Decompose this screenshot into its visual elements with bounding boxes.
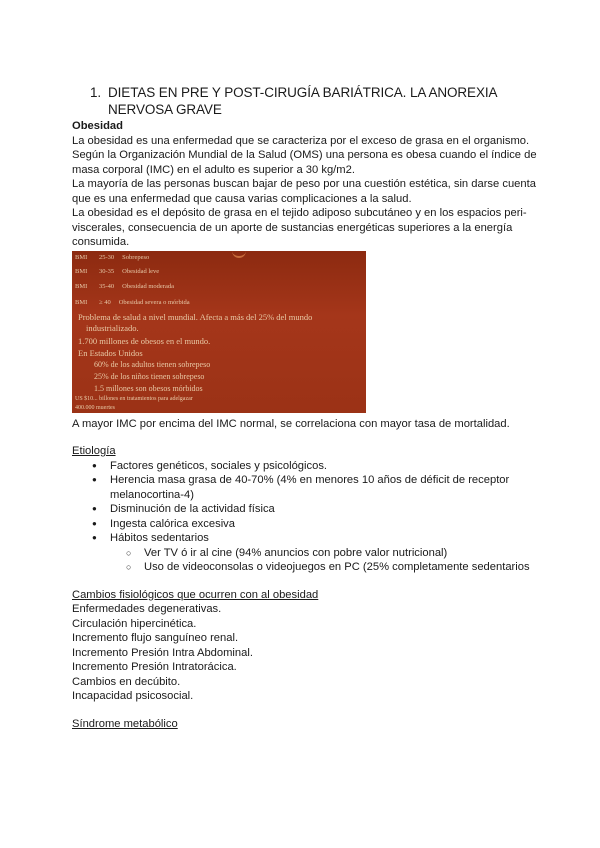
list-item: ● Ingesta calórica excesiva [110,517,542,532]
cambios-item: Cambios en decúbito. [72,675,181,688]
cambios-heading: Cambios fisiológicos que ocurren con al obesidad [72,588,319,601]
title-number: 1. [90,85,102,100]
cambios-item: Enfermedades degenerativas. [72,603,222,615]
slide-footnote: 400.000 muertes [75,404,115,411]
slide-bmi-row: BMI ≥ 40 Obesidad severa o mórbida [75,298,190,306]
imc-mortality-text: A mayor IMC por encima del IMC normal, se correlaciona con mayor tasa de mortalidad. [72,417,510,430]
cambios-item: Incremento flujo sanguíneo renal. [72,632,239,644]
slide-subbullet: 25% de los niños tienen sobrepeso [94,371,205,381]
slide-bmi-row: BMI 30-35 Obesidad leve [75,267,160,275]
slide-footnote: US $10... billones en tratamientos para adelgazar [75,395,193,402]
cambios-item: Incremento Presión Intra Abdominal. [72,646,253,659]
slide-decoration [232,251,246,258]
etiologia-list [72,459,542,575]
cambios-item: Incremento Presión Intratorácica. [72,661,237,673]
slide-subbullet: 60% de los adultos tienen sobrepeso [94,359,211,369]
bmi-slide-image [72,251,366,413]
slide-bullet: Problema de salud a nivel mundial. Afecta a más del 25% del mundo [78,311,313,322]
etiologia-heading: Etiología [72,445,116,457]
slide-bullet: 1.700 millones de obesos en el mundo. [78,335,211,346]
sublist-item: ○ Uso de videoconsolas o videojuegos en PC (25% completamente sedentarios [144,560,542,575]
list-item: ● Disminución de la actividad física [110,502,542,517]
sindrome-heading: Síndrome metabólico [72,717,178,730]
title-text: DIETAS EN PRE Y POST-CIRUGÍA BARIÁTRICA. LA ANOREXIA NERVOSA GRAVE [108,85,497,117]
obesidad-paragraph: La obesidad es una enfermedad que se caracteriza por el exceso de grasa en el organismo. Según la Organización Mundial de la Salud (OMS) una persona es obesa cuando el índice de masa corporal (IMC) en el adulto es superior a 30 kg/m2. [72,134,537,176]
list-item: ● Factores genéticos, sociales y psicológicos. [110,459,542,474]
obesidad-heading: Obesidad [72,120,123,132]
slide-subbullet: 1.5 millones son obesos mórbidos [94,383,203,393]
habitos-sublist [110,546,542,575]
list-item: ● Herencia masa grasa de 40-70% (4% en menores 10 años de déficit de receptor melanocortina-4) [110,473,542,502]
obesidad-paragraph: La mayoría de las personas buscan bajar de peso por una cuestión estética, sin darse cuenta que es una enfermedad que causa varias complicaciones a la salud. [72,178,536,205]
document-page [72,84,542,731]
list-item: ● Hábitos sedentarios ○ Ver TV ó ir al cine (94% anuncios con pobre valor nutricional) ○ Uso de videoconsolas o videojuegos en PC (25% completamente sedentarios [110,531,542,575]
cambios-item: Incapacidad psicosocial. [72,690,194,702]
slide-bullet: En Estados Unidos [78,347,143,358]
cambios-item: Circulación hipercinética. [72,617,197,630]
slide-bmi-row: BMI 35-40 Obesidad moderada [75,282,174,290]
obesidad-paragraph: La obesidad es el depósito de grasa en el tejido adiposo subcutáneo y en los espacios peri-viscerales, consecuencia de un aporte de sustancias energéticas superiores a la energía consumida. [72,207,527,248]
slide-bmi-row: BMI 25-30 Sobrepeso [75,253,150,261]
slide-bullet: industrializado. [86,322,139,333]
sublist-item: ○ Ver TV ó ir al cine (94% anuncios con pobre valor nutricional) [144,546,542,561]
document-title [90,84,542,118]
